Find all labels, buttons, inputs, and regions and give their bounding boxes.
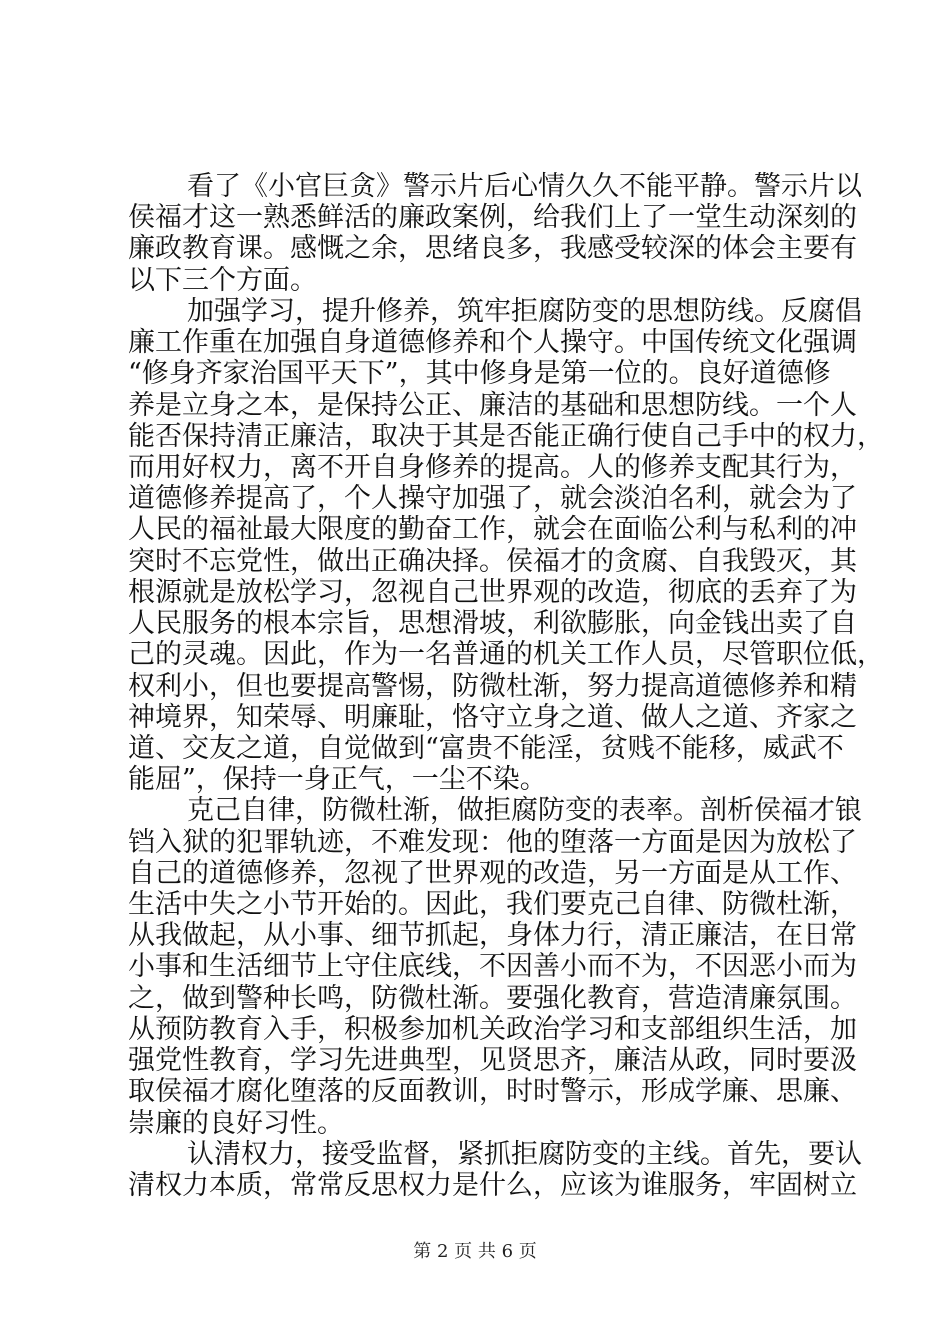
text-line: 养是立身之本，是保持公正、廉洁的基础和思想防线。一个人 bbox=[128, 390, 857, 421]
text-line: 从我做起，从小事、细节抓起，身体力行，清正廉洁，在日常 bbox=[128, 920, 857, 951]
text-line: 能屈”，保持一身正气，一尘不染。 bbox=[128, 764, 547, 795]
text-line: 道、交友之道，自觉做到“富贵不能淫，贫贱不能移，威武不 bbox=[128, 733, 844, 764]
text-line: 取侯福才腐化堕落的反面教训，时时警示，形成学廉、思廉、 bbox=[128, 1076, 857, 1107]
text-line: 人民服务的根本宗旨，思想滑坡，利欲膨胀，向金钱出卖了自 bbox=[128, 608, 857, 639]
text-line: 突时不忘党性，做出正确决择。侯福才的贪腐、自我毁灭，其 bbox=[128, 546, 857, 577]
text-line: 自己的道德修养，忽视了世界观的改造，另一方面是从工作、 bbox=[128, 858, 857, 889]
text-line: 从预防教育入手，积极参加机关政治学习和支部组织生活，加 bbox=[128, 1014, 857, 1045]
page-number-footer: 第 2 页 共 6 页 bbox=[413, 1241, 537, 1262]
text-line: 而用好权力，离不开自身修养的提高。人的修养支配其行为， bbox=[128, 452, 857, 483]
text-line: 生活中失之小节开始的。因此，我们要克己自律、防微杜渐， bbox=[128, 889, 857, 920]
text-line: 加强学习，提升修养，筑牢拒腐防变的思想防线。反腐倡 bbox=[187, 296, 862, 327]
text-line: 侯福才这一熟悉鲜活的廉政案例，给我们上了一堂生动深刻的 bbox=[128, 202, 857, 233]
text-line: 道德修养提高了，个人操守加强了，就会淡泊名利，就会为了 bbox=[128, 483, 857, 514]
text-line: 认清权力，接受监督，紧抓拒腐防变的主线。首先，要认 bbox=[187, 1139, 862, 1170]
text-line: 以下三个方面。 bbox=[128, 265, 317, 296]
text-line: 己的灵魂。因此，作为一名普通的机关工作人员，尽管职位低， bbox=[128, 639, 884, 670]
text-line: 能否保持清正廉洁，取决于其是否能正确行使自己手中的权力， bbox=[128, 421, 884, 452]
text-line: 权利小，但也要提高警惕，防微杜渐，努力提高道德修养和精 bbox=[128, 671, 857, 702]
text-line: 清权力本质，常常反思权力是什么，应该为谁服务，牢固树立 bbox=[128, 1170, 857, 1201]
text-line: 廉政教育课。感慨之余，思绪良多，我感受较深的体会主要有 bbox=[128, 233, 857, 264]
text-line: 强党性教育，学习先进典型，见贤思齐，廉洁从政，同时要汲 bbox=[128, 1045, 857, 1076]
text-line: “修身齐家治国平天下”，其中修身是第一位的。良好道德修 bbox=[128, 358, 831, 389]
text-line: 之，做到警种长鸣，防微杜渐。要强化教育，营造清廉氛围。 bbox=[128, 983, 857, 1014]
text-line: 铛入狱的犯罪轨迹，不难发现：他的堕落一方面是因为放松了 bbox=[128, 827, 857, 858]
text-line: 人民的福祉最大限度的勤奋工作，就会在面临公利与私利的冲 bbox=[128, 514, 857, 545]
text-line: 崇廉的良好习性。 bbox=[128, 1108, 344, 1139]
text-line: 克己自律，防微杜渐，做拒腐防变的表率。剖析侯福才锒 bbox=[187, 795, 862, 826]
text-line: 看了《小官巨贪》警示片后心情久久不能平静。警示片以 bbox=[187, 171, 862, 202]
text-line: 根源就是放松学习，忽视自己世界观的改造，彻底的丢弃了为 bbox=[128, 577, 857, 608]
text-line: 小事和生活细节上守住底线，不因善小而不为，不因恶小而为 bbox=[128, 951, 857, 982]
text-line: 神境界，知荣辱、明廉耻，恪守立身之道、做人之道、齐家之 bbox=[128, 702, 857, 733]
text-line: 廉工作重在加强自身道德修养和个人操守。中国传统文化强调 bbox=[128, 327, 857, 358]
